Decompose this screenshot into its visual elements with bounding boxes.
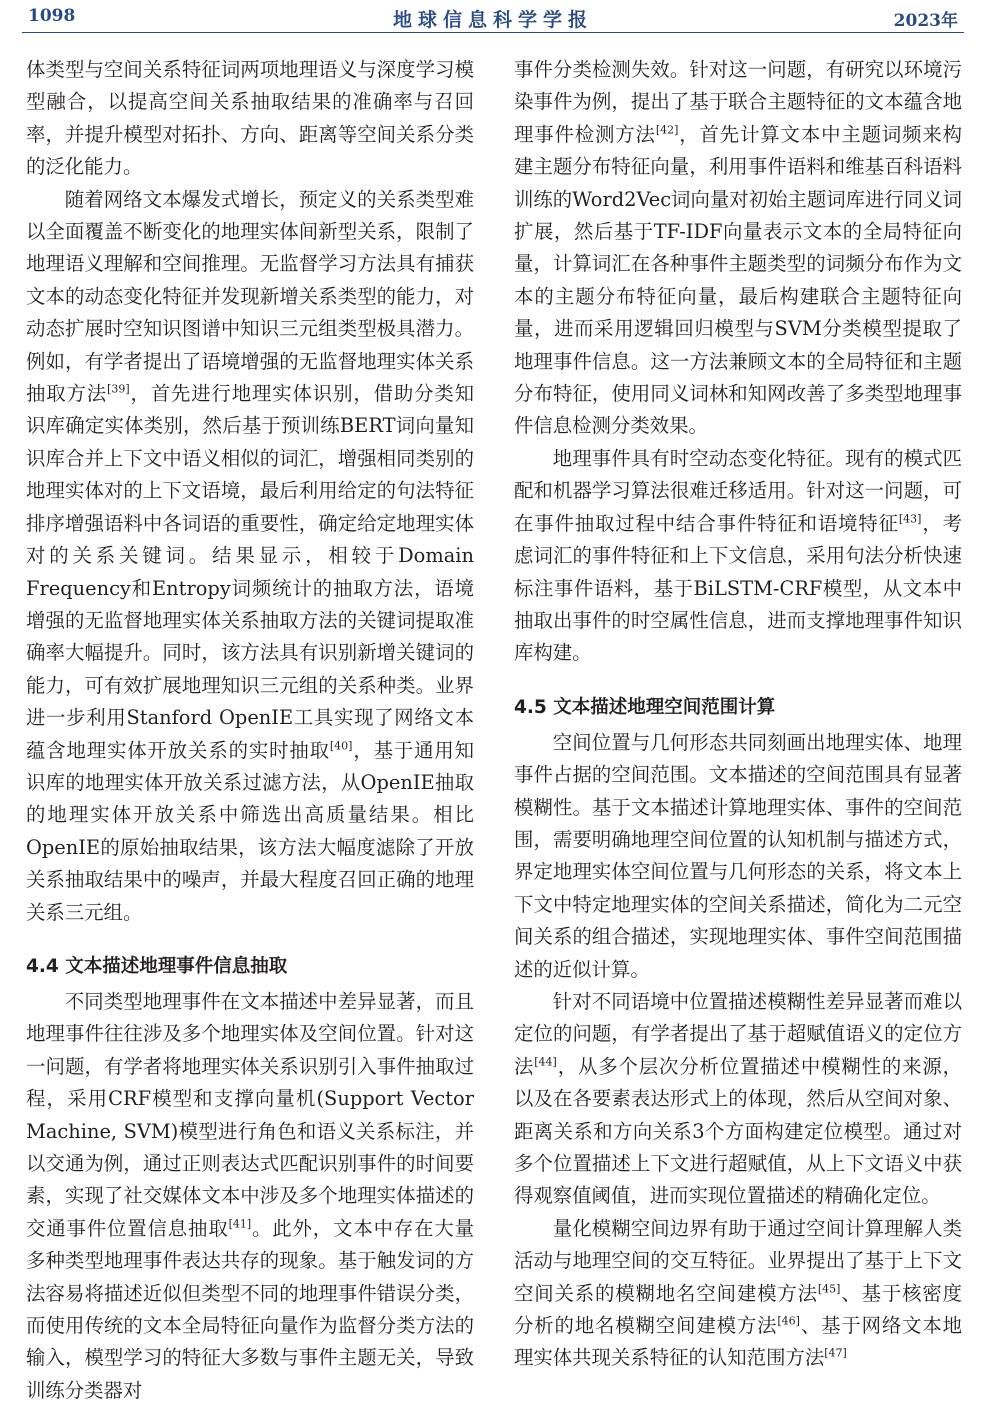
publication-year: 2023年 [893,11,958,31]
header-rule [22,32,964,33]
paragraph-spatial-extent: 空间位置与几何形态共同刻画出地理实体、地理事件占据的空间范围。文本描述的空间范围具有显著模糊性。基于文本描述计算地理实体、事件的空间范围，需要明确地理空间位置的认知机制与描述方式，界定地理实体空间位置与几何形态的关系，将文本上下文中特定地理实体的空间关系描述，简化为二元空间关系的组合描述，实现地理实体、事件空间范围描述的近似计算。 [514,730,962,981]
right-column [514,54,962,1375]
citation-43[interactable]: [43] [898,512,922,526]
journal-title: 地球信息科学学报 [392,9,593,31]
citation-45[interactable]: [45] [817,1282,841,1296]
paragraph-fuzzy-boundary: 量化模糊空间边界有助于通过空间计算理解人类活动与地理空间的交互特征。业界提出了基于上下文空间关系的模糊地名空间建模方法[45]、基于核密度分析的地名模糊空间建模方法[46]、基于网络文本地理实体共现关系特征的认知范围方法[47] [514,1216,963,1370]
section-heading-4-4: 4.4 文本描述地理事件信息抽取 [26,955,288,977]
paragraph-unsupervised-relation: 随着网络文本爆发式增长，预定义的关系类型难以全面覆盖不断变化的地理实体间新型关系，限制了地理语义理解和空间推理。无监督学习方法具有捕获文本的动态变化特征并发现新增关系类型的能力，对动态扩展时空知识图谱中知识三元组类型极具潜力。例如，有学者提出了语境增强的无监督地理实体关系抽取方法[39]，首先进行地理实体识别，借助分类知识库确定实体类别，然后基于预训练BERT词向量知识库合并上下文中语义相似的词汇，增强相同类别的地理实体对的上下文语境，最后利用给定的句法特征排序增强语料中各词语的重要性，确定给定地理实体对的关系关键词。结果显示，相较于Domain Frequency和Entropy词频统计的抽取方法，语境增强的无监督地理实体关系抽取方法的关键词提取准确率大幅提升。同时，该方法具有识别新增关键词的能力，可有效扩展地理知识三元组的关系种类。业界进一步利用Stanford OpenIE工具实现了网络文本蕴含地理实体开放关系的实时抽取[40]，基于通用知识库的地理实体开放关系过滤方法，从OpenIE抽取的地理实体开放关系中筛选出高质量结果。相比OpenIE的原始抽取结果，该方法大幅度滤除了开放关系抽取结果中的噪声，并最大程度召回正确的地理关系三元组。 [26,187,475,924]
paragraph-event-detection: 事件分类检测失效。针对这一问题，有研究以环境污染事件为例，提出了基于联合主题特征的文本蕴含地理事件检测方法[42]，首先计算文本中主题词频来构建主题分布特征向量，利用事件语料和维基百科语料训练的Word2Vec词向量对初始主题词库进行同义词扩展，然后基于TF-IDF向量表示文本的全局特征向量，计算词汇在各种事件主题类型的词频分布作为文本的主题分布特征向量，最后构建联合主题特征向量，进而采用逻辑回归模型与SVM分类模型提取了地理事件信息。这一方法兼顾文本的全局特征和主题分布特征，使用同义词林和知网改善了多类型地理事件信息检测分类效果。 [514,58,963,438]
paragraph-supervaluation: 针对不同语境中位置描述模糊性差异显著而难以定位的问题，有学者提出了基于超赋值语义的定位方法[44]，从多个层次分析位置描述中模糊性的来源，以及在各要素表达形式上的体现，然后从空间对象、距离关系和方向关系3个方面构建定位模型。通过对多个位置描述上下文进行超赋值，从上下文语义中获得观察值阈值，进而实现位置描述的精确化定位。 [514,989,963,1208]
citation-42[interactable]: [42] [655,123,679,137]
paragraph-spatiotemporal-events: 地理事件具有时空动态变化特征。现有的模式匹配和机器学习算法很难迁移适用。针对这一问题，可在事件抽取过程中结合事件特征和语境特征[43]，考虑词汇的事件特征和上下文信息，采用句法分析快速标注事件语料，基于BiLSTM-CRF模型，从文本中抽取出事件的时空属性信息，进而支撑地理事件知识库构建。 [514,446,962,665]
paragraph-event-extraction: 不同类型地理事件在文本描述中差异显著，而且地理事件往往涉及多个地理实体及空间位置。针对这一问题，有学者将地理实体关系识别引入事件抽取过程，采用CRF模型和支撑向量机(Support Vector Machine, SVM)模型进行角色和语义关系标注，并以交通为例，通过正则表达式匹配识别事件的时间要素，实现了社交媒体文本中涉及多个地理实体描述的交通事件位置信息抽取[41]。此外，文本中存在大量多种类型地理事件表达共存的现象。基于触发词的方法容易将描述近似但类型不同的地理事件错误分类，而使用传统的文本全局特征向量作为监督分类方法的输入，模型学习的特征大多数与事件主题无关，导致训练分类器对 [26,989,475,1402]
citation-46[interactable]: [46] [777,1314,800,1328]
page-header [0,0,986,34]
citation-47[interactable]: [47] [824,1346,847,1360]
section-heading-4-5: 4.5 文本描述地理空间范围计算 [514,696,776,718]
left-column [26,54,474,1407]
citation-41[interactable]: [41] [228,1217,252,1231]
citation-40[interactable]: [40] [329,739,353,753]
page-number: 1098 [28,6,76,26]
citation-44[interactable]: [44] [534,1055,557,1069]
paragraph-continued: 体类型与空间关系特征词两项地理语义与深度学习模型融合，以提高空间关系抽取结果的准确率与召回率，并提升模型对拓扑、方向、距离等空间关系分类的泛化能力。 [26,58,474,179]
citation-39[interactable]: [39] [107,382,130,396]
